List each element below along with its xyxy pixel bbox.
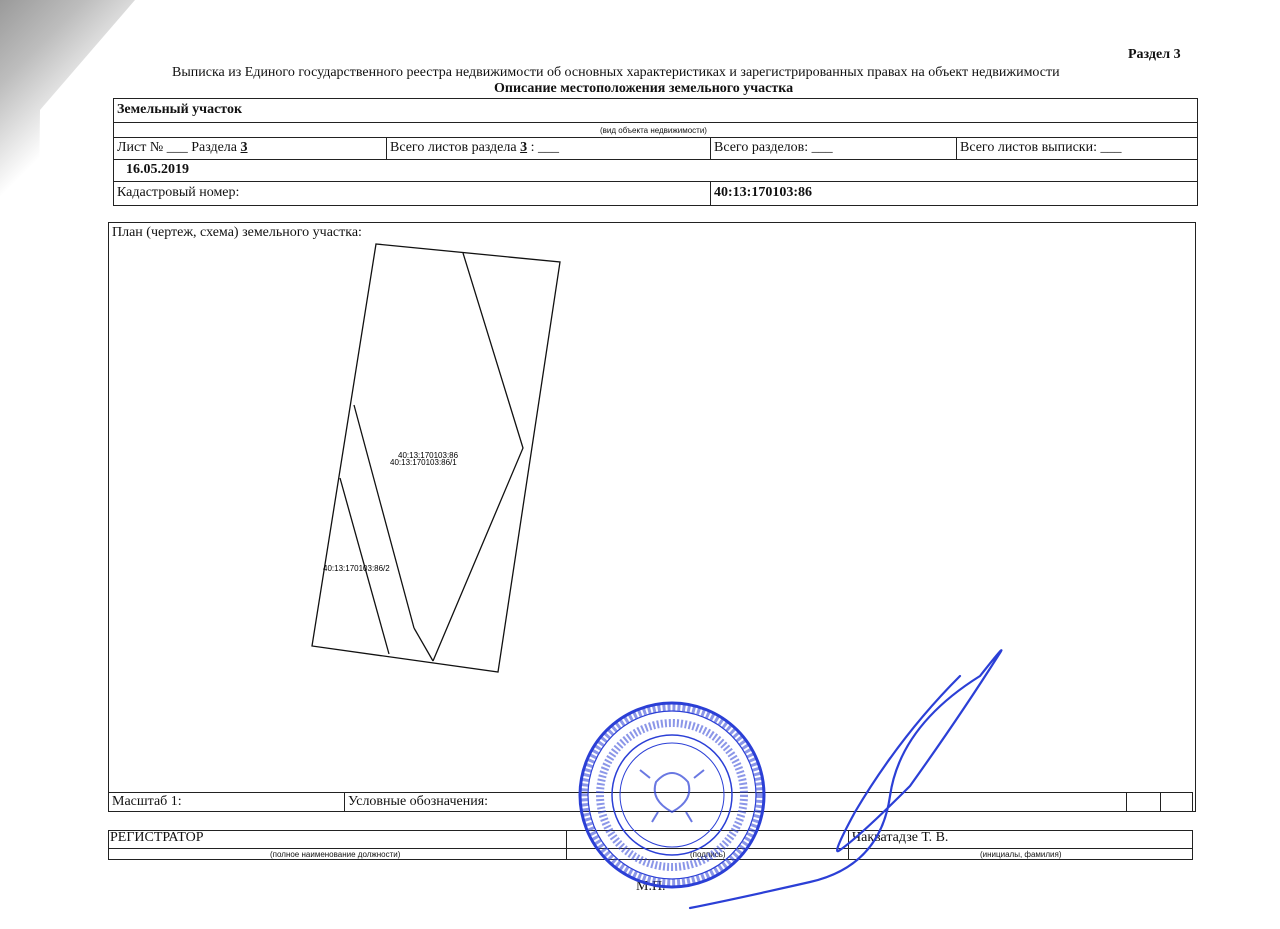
sheet-number: Лист № ___ Раздела 3 [117, 140, 248, 155]
section-value: 3 [240, 140, 248, 155]
parcel-part1-label: 40:13:170103:86/1 [390, 458, 457, 467]
object-type: Земельный участок [117, 102, 243, 117]
legend-label: Условные обозначения: [348, 794, 489, 809]
cadastral-label: Кадастровый номер: [117, 185, 240, 200]
total-extract-sheets: Всего листов выписки: ___ [960, 140, 1122, 155]
handwritten-signature [680, 636, 1020, 916]
scale-label: Масштаб 1: [112, 794, 182, 809]
parcel-part2-label: 40:13:170103:86/2 [323, 564, 390, 573]
document-title: Выписка из Единого государственного реестра недвижимости об основных характеристиках и зарегистрированных правах на объект недвижимости [172, 65, 1060, 80]
signature-caption: (подпись) [690, 850, 726, 859]
part-boundary-2 [354, 405, 414, 628]
position-caption: (полное наименование должности) [270, 850, 401, 859]
object-type-caption: (вид объекта недвижимости) [600, 126, 707, 135]
name-caption: (инициалы, фамилия) [980, 850, 1062, 859]
plan-label: План (чертеж, схема) земельного участка: [112, 225, 362, 240]
total-sections: Всего разделов: ___ [714, 140, 833, 155]
registrar-position: РЕГИСТРАТОР [110, 830, 204, 845]
registrar-name: Чакватадзе Т. В. [852, 830, 949, 845]
total-section-sheets: Всего листов раздела 3 : ___ [390, 140, 559, 155]
stamp-place: М.П. [636, 879, 666, 894]
extract-date: 16.05.2019 [126, 162, 189, 177]
document-subtitle: Описание местоположения земельного участка [494, 81, 794, 96]
cadastral-number: 40:13:170103:86 [714, 185, 812, 200]
section-number: Раздел 3 [1128, 47, 1181, 62]
parcel-main-label: 40:13:170103:86 [398, 451, 459, 460]
